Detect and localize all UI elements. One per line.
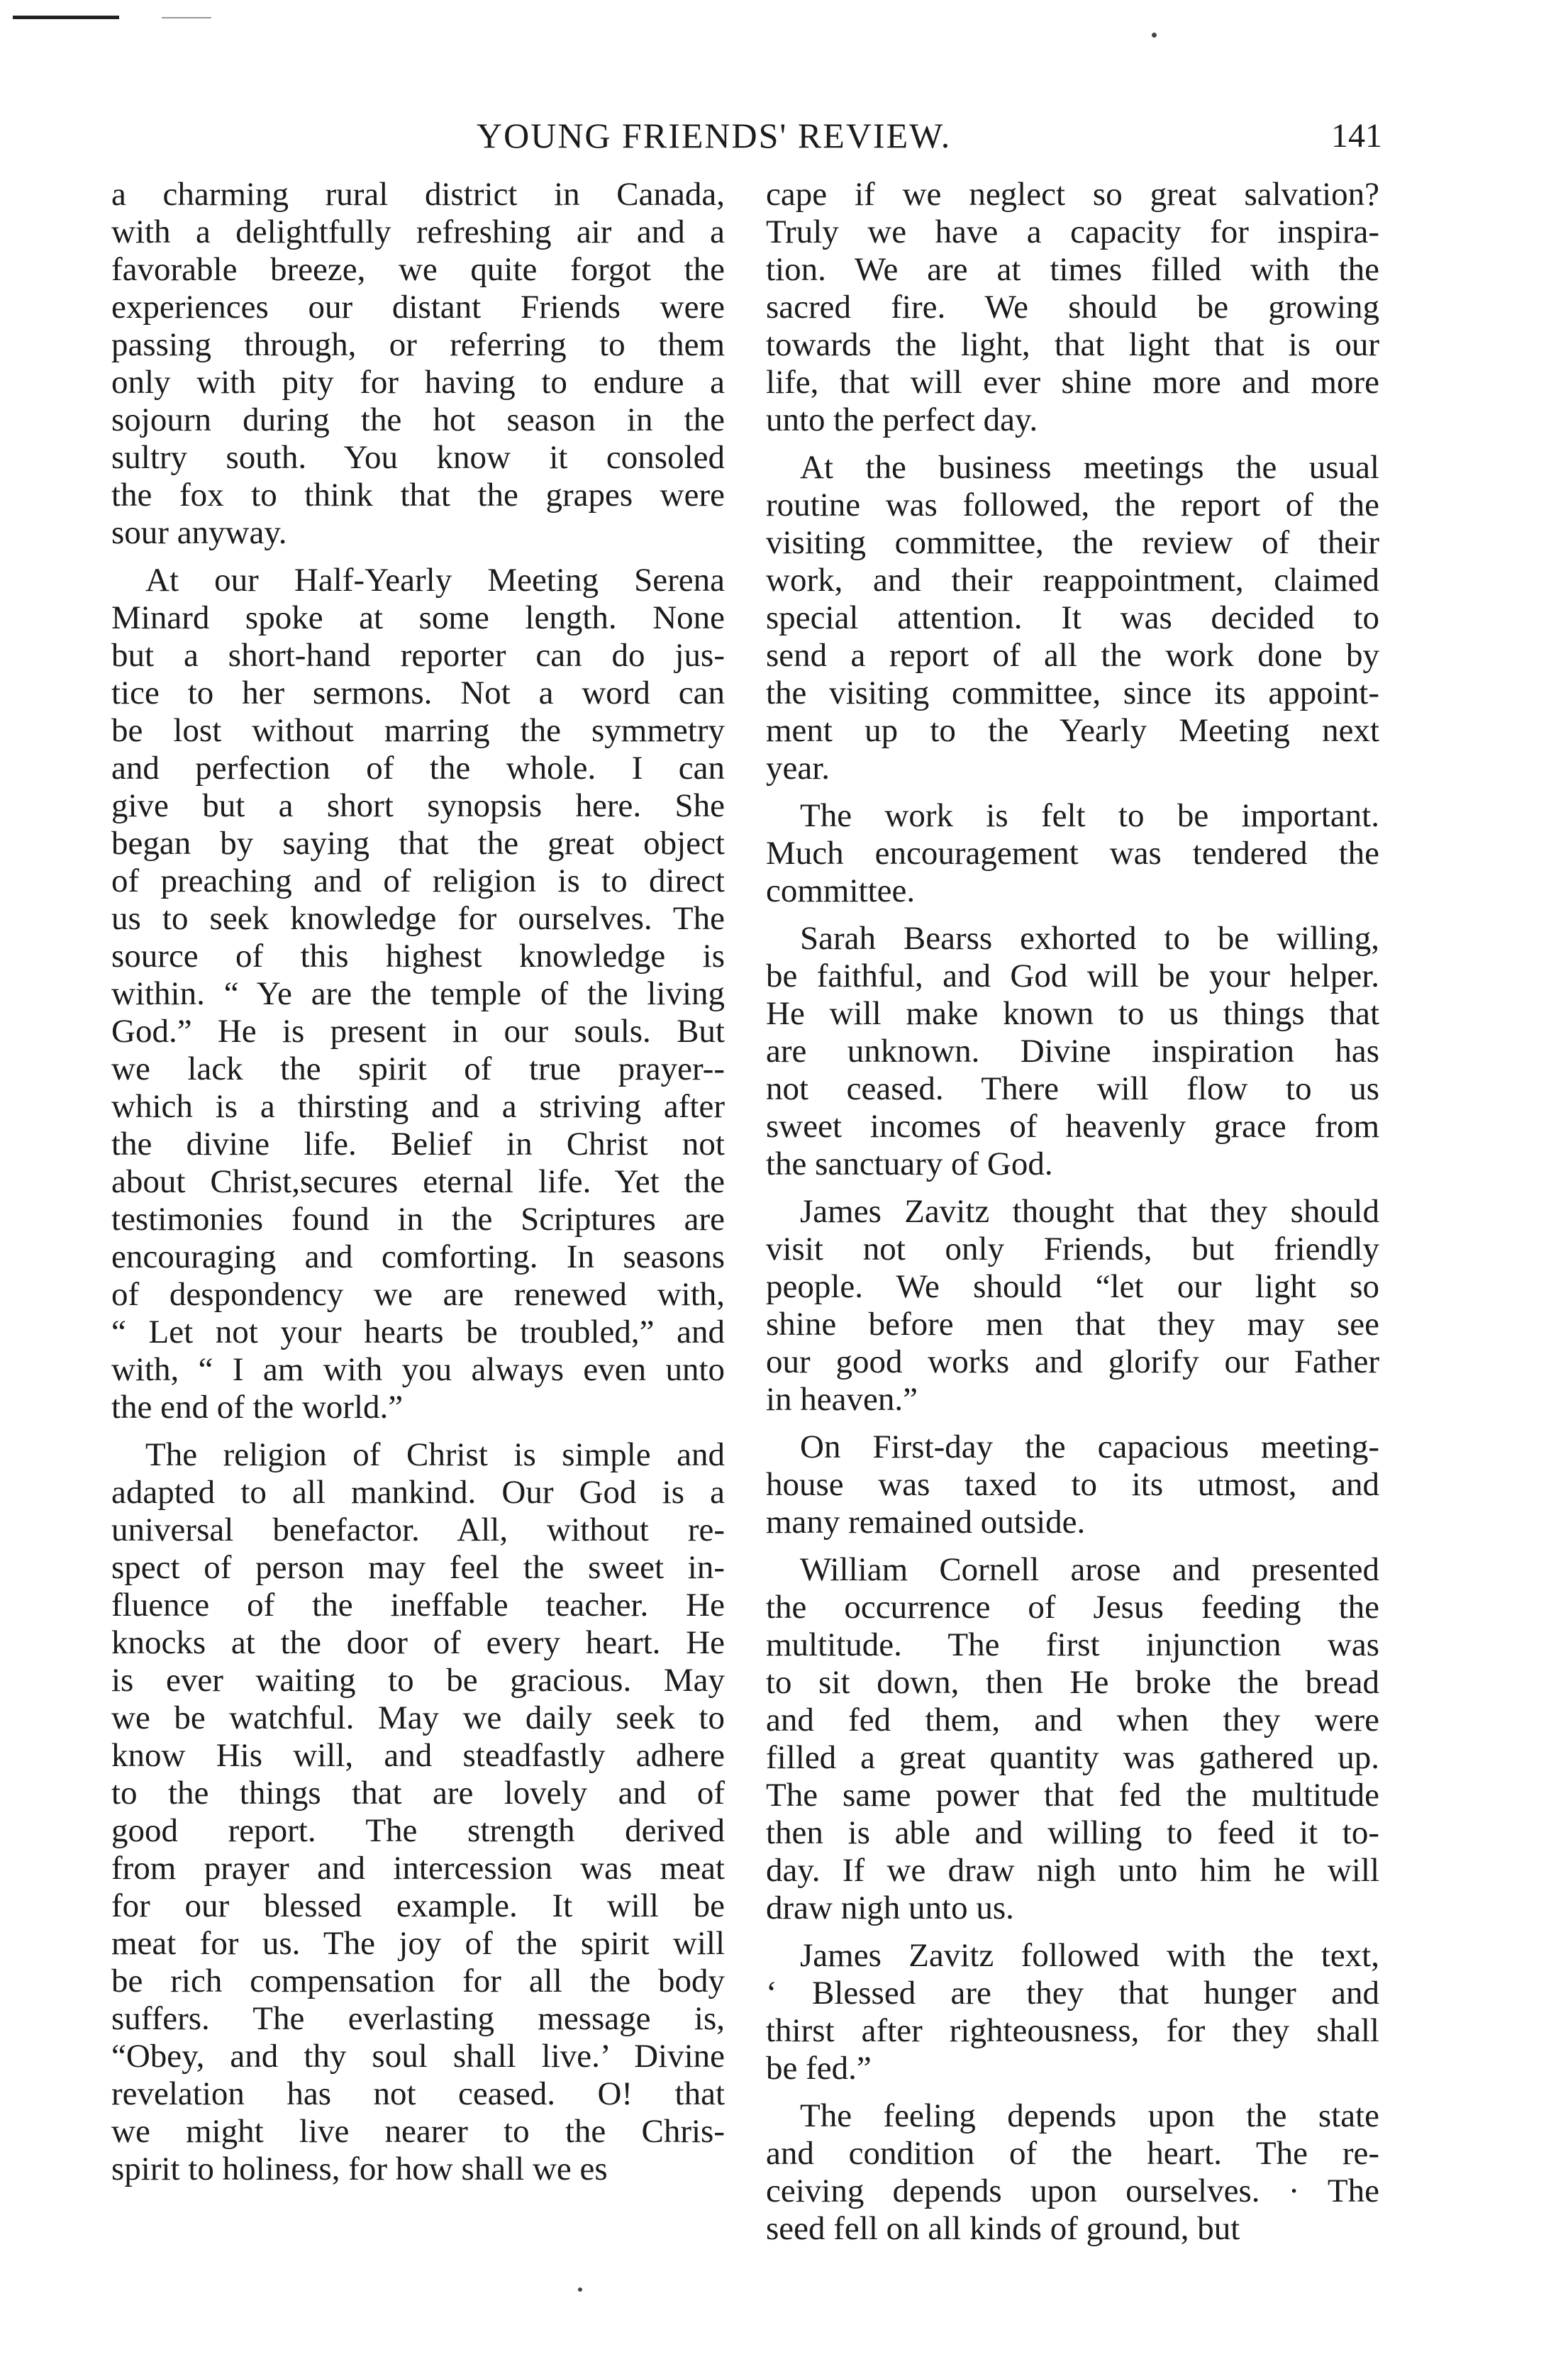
- text-line: which is a thirsting and a striving after: [111, 1088, 725, 1125]
- paragraph: [766, 2097, 1379, 2248]
- text-line: tion. We are at times filled with the: [766, 251, 1379, 288]
- text-line: sultry south. You know it consoled: [111, 439, 725, 476]
- paragraph: [766, 920, 1379, 1183]
- text-line: the occurrence of Jesus feeding the: [766, 1589, 1379, 1626]
- scan-edge-mark: [13, 16, 119, 19]
- text-line: Truly we have a capacity for inspira-: [766, 213, 1379, 250]
- text-line: visit not only Friends, but friendly: [766, 1231, 1379, 1267]
- text-line: and perfection of the whole. I can: [111, 750, 725, 787]
- text-line: people. We should “let our light so: [766, 1268, 1379, 1305]
- text-line: Sarah Bearss exhorted to be willing,: [800, 920, 1379, 957]
- text-line: the divine life. Belief in Christ not: [111, 1126, 725, 1163]
- text-line: sacred fire. We should be growing: [766, 289, 1379, 326]
- text-line: give but a short synopsis here. She: [111, 787, 725, 824]
- text-line: Much encouragement was tendered the: [766, 835, 1379, 872]
- text-line: of despondency we are renewed with,: [111, 1276, 725, 1313]
- text-line: shine before men that they may see: [766, 1306, 1379, 1343]
- text-line: visiting committee, the review of their: [766, 524, 1379, 561]
- text-line: ment up to the Yearly Meeting next: [766, 712, 1379, 749]
- text-line: spect of person may feel the sweet in-: [111, 1549, 725, 1586]
- right-column: [766, 176, 1379, 2248]
- text-line: James Zavitz followed with the text,: [800, 1937, 1379, 1974]
- text-line: ‘ Blessed are they that hunger and: [766, 1975, 1379, 2012]
- text-line: sweet incomes of heavenly grace from: [766, 1108, 1379, 1145]
- text-line: be faithful, and God will be your helper.: [766, 958, 1379, 994]
- text-line: year.: [766, 750, 830, 787]
- text-line: testimonies found in the Scriptures are: [111, 1201, 725, 1238]
- text-line: The same power that fed the multitude: [766, 1777, 1379, 1814]
- text-line: us to seek knowledge for ourselves. The: [111, 900, 725, 937]
- text-line: seed fell on all kinds of ground, but: [766, 2210, 1240, 2247]
- text-line: but a short-hand reporter can do jus-: [111, 637, 725, 674]
- text-line: source of this highest knowledge is: [111, 938, 725, 975]
- paragraph: [766, 176, 1379, 439]
- text-line: to the things that are lovely and of: [111, 1775, 725, 1812]
- text-line: At our Half-Yearly Meeting Serena: [145, 562, 725, 599]
- text-line: we might live nearer to the Chris-: [111, 2113, 725, 2150]
- text-line: revelation has not ceased. O! that: [111, 2075, 725, 2112]
- paragraph: [766, 1428, 1379, 1541]
- text-line: we lack the spirit of true prayer--: [111, 1050, 725, 1087]
- text-line: good report. The strength derived: [111, 1812, 725, 1849]
- text-line: On First-day the capacious meeting-: [800, 1428, 1379, 1465]
- text-line: about Christ,secures eternal life. Yet the: [111, 1163, 725, 1200]
- text-line: are unknown. Divine inspiration has: [766, 1033, 1379, 1070]
- text-line: is ever waiting to be gracious. May: [111, 1662, 725, 1699]
- text-line: spirit to holiness, for how shall we es: [111, 2151, 608, 2187]
- text-line: only with pity for having to endure a: [111, 364, 725, 401]
- paragraph: [766, 1937, 1379, 2087]
- text-line: fluence of the ineffable teacher. He: [111, 1587, 725, 1624]
- page-number: 141: [1331, 117, 1382, 155]
- paragraph: [111, 1436, 725, 2188]
- text-line: “ Let not your hearts be troubled,” and: [111, 1314, 725, 1350]
- text-line: “Obey, and thy soul shall live.’ Divine: [111, 2038, 725, 2075]
- text-line: He will make known to us things that: [766, 995, 1379, 1032]
- text-line: knocks at the door of every heart. He: [111, 1624, 725, 1661]
- left-column: [111, 176, 725, 2188]
- paragraph: [766, 1193, 1379, 1419]
- text-line: favorable breeze, we quite forgot the: [111, 251, 725, 288]
- scan-edge-mark-faint: [162, 17, 211, 18]
- text-line: not ceased. There will flow to us: [766, 1070, 1379, 1107]
- text-line: and condition of the heart. The re-: [766, 2135, 1379, 2172]
- text-line: unto the perfect day.: [766, 401, 1038, 438]
- running-title: YOUNG FRIENDS' REVIEW.: [477, 116, 952, 155]
- scan-speck: [578, 2287, 582, 2292]
- text-line: multitude. The first injunction was: [766, 1626, 1379, 1663]
- text-line: routine was followed, the report of the: [766, 487, 1379, 523]
- paragraph: [766, 797, 1379, 910]
- text-line: passing through, or referring to them: [111, 326, 725, 363]
- text-line: At the business meetings the usual: [800, 449, 1379, 486]
- paragraph: [111, 562, 725, 1426]
- text-line: thirst after righteousness, for they shall: [766, 2012, 1379, 2049]
- text-line: the visiting committee, since its appoint-: [766, 675, 1379, 711]
- text-line: Minard spoke at some length. None: [111, 599, 725, 636]
- text-line: our good works and glorify our Father: [766, 1343, 1379, 1380]
- text-line: be rich compensation for all the body: [111, 1963, 725, 1999]
- text-line: life, that will ever shine more and more: [766, 364, 1379, 401]
- text-line: committee.: [766, 872, 916, 909]
- text-line: cape if we neglect so great salvation?: [766, 176, 1379, 213]
- text-line: James Zavitz thought that they should: [800, 1193, 1379, 1230]
- paragraph: [766, 449, 1379, 787]
- text-line: adapted to all mankind. Our God is a: [111, 1474, 725, 1511]
- text-line: encouraging and comforting. In seasons: [111, 1238, 725, 1275]
- paragraph: [766, 1551, 1379, 1927]
- text-line: know His will, and steadfastly adhere: [111, 1737, 725, 1774]
- text-line: universal benefactor. All, without re-: [111, 1511, 725, 1548]
- text-line: ceiving depends upon ourselves. · The: [766, 2173, 1379, 2209]
- text-line: a charming rural district in Canada,: [111, 176, 725, 213]
- text-line: with, “ I am with you always even unto: [111, 1351, 725, 1388]
- text-line: be fed.”: [766, 2050, 872, 2087]
- text-line: William Cornell arose and presented: [800, 1551, 1379, 1588]
- text-line: day. If we draw nigh unto him he will: [766, 1852, 1379, 1889]
- text-line: suffers. The everlasting message is,: [111, 2000, 725, 2037]
- text-line: The religion of Christ is simple and: [145, 1436, 725, 1473]
- text-line: house was taxed to its utmost, and: [766, 1466, 1379, 1503]
- text-line: the fox to think that the grapes were: [111, 477, 725, 514]
- text-line: special attention. It was decided to: [766, 599, 1379, 636]
- text-line: from prayer and intercession was meat: [111, 1850, 725, 1887]
- text-line: towards the light, that light that is our: [766, 326, 1379, 363]
- text-line: to sit down, then He broke the bread: [766, 1664, 1379, 1701]
- paragraph: [111, 176, 725, 552]
- text-line: work, and their reappointment, claimed: [766, 562, 1379, 599]
- text-line: and fed them, and when they were: [766, 1702, 1379, 1738]
- text-line: send a report of all the work done by: [766, 637, 1379, 674]
- text-line: with a delightfully refreshing air and a: [111, 213, 725, 250]
- text-line: The work is felt to be important.: [800, 797, 1379, 834]
- text-line: sour anyway.: [111, 514, 287, 551]
- text-line: we be watchful. May we daily seek to: [111, 1699, 725, 1736]
- text-line: The feeling depends upon the state: [800, 2097, 1379, 2134]
- page-header: [0, 115, 1568, 165]
- text-line: God.” He is present in our souls. But: [111, 1013, 725, 1050]
- text-line: for our blessed example. It will be: [111, 1887, 725, 1924]
- text-line: within. “ Ye are the temple of the living: [111, 975, 725, 1012]
- text-line: sojourn during the hot season in the: [111, 401, 725, 438]
- text-line: experiences our distant Friends were: [111, 289, 725, 326]
- text-line: meat for us. The joy of the spirit will: [111, 1925, 725, 1962]
- text-line: in heaven.”: [766, 1381, 918, 1418]
- scan-speck: [1152, 33, 1157, 38]
- text-line: the sanctuary of God.: [766, 1145, 1053, 1182]
- text-line: of preaching and of religion is to direct: [111, 862, 725, 899]
- text-line: draw nigh unto us.: [766, 1890, 1014, 1926]
- text-line: tice to her sermons. Not a word can: [111, 675, 725, 711]
- text-line: the end of the world.”: [111, 1389, 404, 1426]
- text-line: many remained outside.: [766, 1504, 1086, 1541]
- text-line: began by saying that the great object: [111, 825, 725, 862]
- text-line: be lost without marring the symmetry: [111, 712, 725, 749]
- text-line: filled a great quantity was gathered up.: [766, 1739, 1379, 1776]
- text-line: then is able and willing to feed it to-: [766, 1814, 1379, 1851]
